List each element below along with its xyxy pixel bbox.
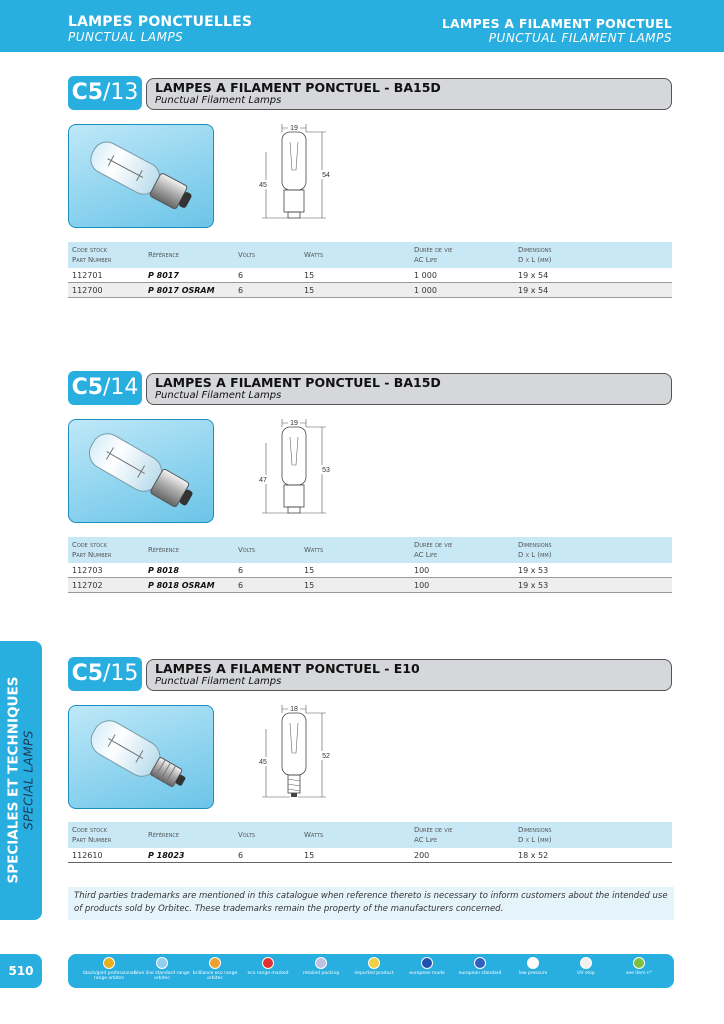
legend-item: [504, 957, 562, 976]
legend-label: UV stop: [577, 971, 595, 976]
page-number: 510: [0, 954, 42, 988]
lamp-photo: [68, 419, 214, 523]
legend-item: [345, 957, 403, 976]
cell-volts: 6: [238, 566, 244, 575]
trademark-note: Third parties trademarks are mentioned in this catalogue when reference thereto is necessary to inform customers about the intended use of products sold by Orbitec. These trademarks remain the property of the manufacturers concerned.: [68, 887, 674, 920]
legend-item: [557, 957, 615, 976]
dim-right-label: 53: [322, 467, 330, 474]
cell-reference: P 18023: [148, 851, 185, 860]
legend-label: see item n°: [625, 971, 652, 976]
bulb-screw-image: [69, 706, 214, 809]
legend-item: [80, 957, 138, 981]
header-right-title: LAMPES A FILAMENT PONCTUEL: [441, 16, 672, 31]
col-dimensions: Dimensions D x L (mm): [518, 541, 552, 559]
cell-volts: 6: [238, 581, 244, 590]
legend-label: eco range marked: [247, 971, 289, 976]
dim-left-label: 47: [259, 477, 267, 484]
table-row: [68, 578, 672, 593]
cell-reference: P 8018: [148, 566, 179, 575]
col-volts: Volts: [238, 831, 256, 839]
legend-label: blue line standard range orbitec: [134, 971, 190, 981]
drawing-bulb-ba15d: [246, 417, 346, 525]
header-left-subtitle: PUNCTUAL LAMPS: [68, 30, 184, 44]
col-dimensions: Dimensions D x L (mm): [518, 826, 552, 844]
legend-item: [398, 957, 456, 976]
legend-badge-icon: [262, 957, 274, 969]
dim-right-label: 52: [322, 753, 330, 760]
legend-badge-icon: [103, 957, 115, 969]
product-table: [68, 242, 672, 298]
col-dimensions: Dimensions D x L (mm): [518, 246, 552, 264]
legend-label: retailed packing: [302, 971, 340, 976]
section-subtitle: Punctual Filament Lamps: [155, 676, 282, 687]
section-code-badge: [68, 76, 142, 110]
cell-life: 200: [414, 851, 430, 860]
cell-dimensions: 19 x 53: [518, 581, 549, 590]
legend-badge-icon: [527, 957, 539, 969]
legend-badge-icon: [209, 957, 221, 969]
cell-dimensions: 19 x 54: [518, 286, 549, 295]
col-code: Code stock Part Number: [72, 826, 112, 844]
cell-life: 1 000: [414, 286, 437, 295]
cell-reference: P 8017: [148, 271, 179, 280]
legend-badge-icon: [474, 957, 486, 969]
section-title-box: [146, 659, 672, 691]
legend-badge-icon: [421, 957, 433, 969]
col-watts: Watts: [304, 546, 324, 554]
table-row: [68, 283, 672, 298]
legend-badge-icon: [633, 957, 645, 969]
col-code: Code stock Part Number: [72, 246, 112, 264]
code-prefix: C5: [71, 80, 104, 105]
header-left-title: LAMPES PONCTUELLES: [68, 14, 253, 30]
legend-label: european made: [409, 971, 445, 976]
legend-label: imported product: [354, 971, 394, 976]
cell-watts: 15: [304, 581, 315, 590]
legend-footer: [68, 954, 674, 988]
lamp-photo: [68, 124, 214, 228]
product-table: [68, 822, 672, 863]
drawing-bulb-ba15d: [246, 122, 346, 230]
dim-right-label: 54: [322, 172, 330, 179]
cell-watts: 15: [304, 271, 315, 280]
cell-volts: 6: [238, 851, 244, 860]
legend-badge-icon: [156, 957, 168, 969]
cell-dimensions: 18 x 52: [518, 851, 549, 860]
page-header: [0, 0, 724, 52]
table-header: [68, 537, 672, 563]
section-title-box: [146, 373, 672, 405]
cell-watts: 15: [304, 566, 315, 575]
side-category-subtitle: SPECIAL LAMPS: [21, 730, 36, 830]
table-row: [68, 563, 672, 578]
code-number: /13: [103, 80, 139, 105]
cell-code: 112700: [72, 286, 103, 295]
dim-left-label: 45: [259, 182, 267, 189]
col-life: Durée de vie AC Life: [414, 246, 453, 264]
cell-life: 100: [414, 566, 430, 575]
cell-code: 112610: [72, 851, 103, 860]
legend-label: black/gold professional range orbitec: [83, 971, 135, 981]
cell-volts: 6: [238, 271, 244, 280]
legend-item: [451, 957, 509, 976]
technical-drawing: [246, 703, 346, 811]
col-watts: Watts: [304, 251, 324, 259]
cell-life: 100: [414, 581, 430, 590]
code-number: /15: [103, 661, 139, 686]
dim-left-label: 45: [259, 759, 267, 766]
col-life: Durée de vie AC Life: [414, 541, 453, 559]
legend-item: [239, 957, 297, 976]
col-reference: Référence: [148, 831, 180, 839]
section-title: LAMPES A FILAMENT PONCTUEL - BA15D: [155, 375, 441, 390]
side-category-text: [7, 677, 36, 884]
cell-reference: P 8018 OSRAM: [148, 581, 215, 590]
col-reference: Référence: [148, 546, 180, 554]
header-right: [442, 16, 672, 46]
legend-badge-icon: [580, 957, 592, 969]
cell-reference: P 8017 OSRAM: [148, 286, 215, 295]
bulb-bayonet-image: [69, 125, 214, 228]
side-category-title: SPECIALES ET TECHNIQUES: [5, 676, 22, 884]
drawing-bulb-e10: [246, 703, 346, 811]
section-subtitle: Punctual Filament Lamps: [155, 95, 282, 106]
col-volts: Volts: [238, 546, 256, 554]
cell-code: 112702: [72, 581, 103, 590]
legend-item: [292, 957, 350, 976]
legend-item: [186, 957, 244, 981]
technical-drawing: [246, 417, 346, 525]
cell-dimensions: 19 x 54: [518, 271, 549, 280]
cell-life: 1 000: [414, 271, 437, 280]
header-left: [68, 14, 252, 45]
legend-item: [610, 957, 668, 976]
table-row: [68, 848, 672, 863]
legend-label: low pressure: [518, 971, 548, 976]
cell-code: 112703: [72, 566, 103, 575]
legend-badge-icon: [315, 957, 327, 969]
section-code-badge: [68, 371, 142, 405]
cell-watts: 15: [304, 851, 315, 860]
cell-volts: 6: [238, 286, 244, 295]
dim-top-label: 19: [290, 125, 298, 132]
cell-watts: 15: [304, 286, 315, 295]
table-row: [68, 268, 672, 283]
legend-label: brilliance eco range orbitec: [192, 971, 238, 981]
side-category-tab: [0, 641, 42, 920]
header-right-subtitle: PUNCTUAL FILAMENT LAMPS: [488, 31, 672, 45]
dim-top-label: 18: [290, 706, 298, 713]
legend-label: european standard: [458, 971, 502, 976]
technical-drawing: [246, 122, 346, 230]
table-header: [68, 822, 672, 848]
legend-badge-icon: [368, 957, 380, 969]
col-volts: Volts: [238, 251, 256, 259]
section-title: LAMPES A FILAMENT PONCTUEL - E10: [155, 661, 420, 676]
col-reference: Référence: [148, 251, 180, 259]
product-table: [68, 537, 672, 593]
section-code-badge: [68, 657, 142, 691]
legend-item: [133, 957, 191, 981]
section-title-box: [146, 78, 672, 110]
lamp-photo: [68, 705, 214, 809]
col-watts: Watts: [304, 831, 324, 839]
col-life: Durée de vie AC Life: [414, 826, 453, 844]
cell-dimensions: 19 x 53: [518, 566, 549, 575]
table-header: [68, 242, 672, 268]
dim-top-label: 19: [290, 420, 298, 427]
col-code: Code stock Part Number: [72, 541, 112, 559]
bulb-bayonet-image: [69, 420, 214, 523]
code-prefix: C5: [71, 661, 104, 686]
code-number: /14: [103, 375, 139, 400]
section-subtitle: Punctual Filament Lamps: [155, 390, 282, 401]
section-title: LAMPES A FILAMENT PONCTUEL - BA15D: [155, 80, 441, 95]
cell-code: 112701: [72, 271, 103, 280]
code-prefix: C5: [71, 375, 104, 400]
